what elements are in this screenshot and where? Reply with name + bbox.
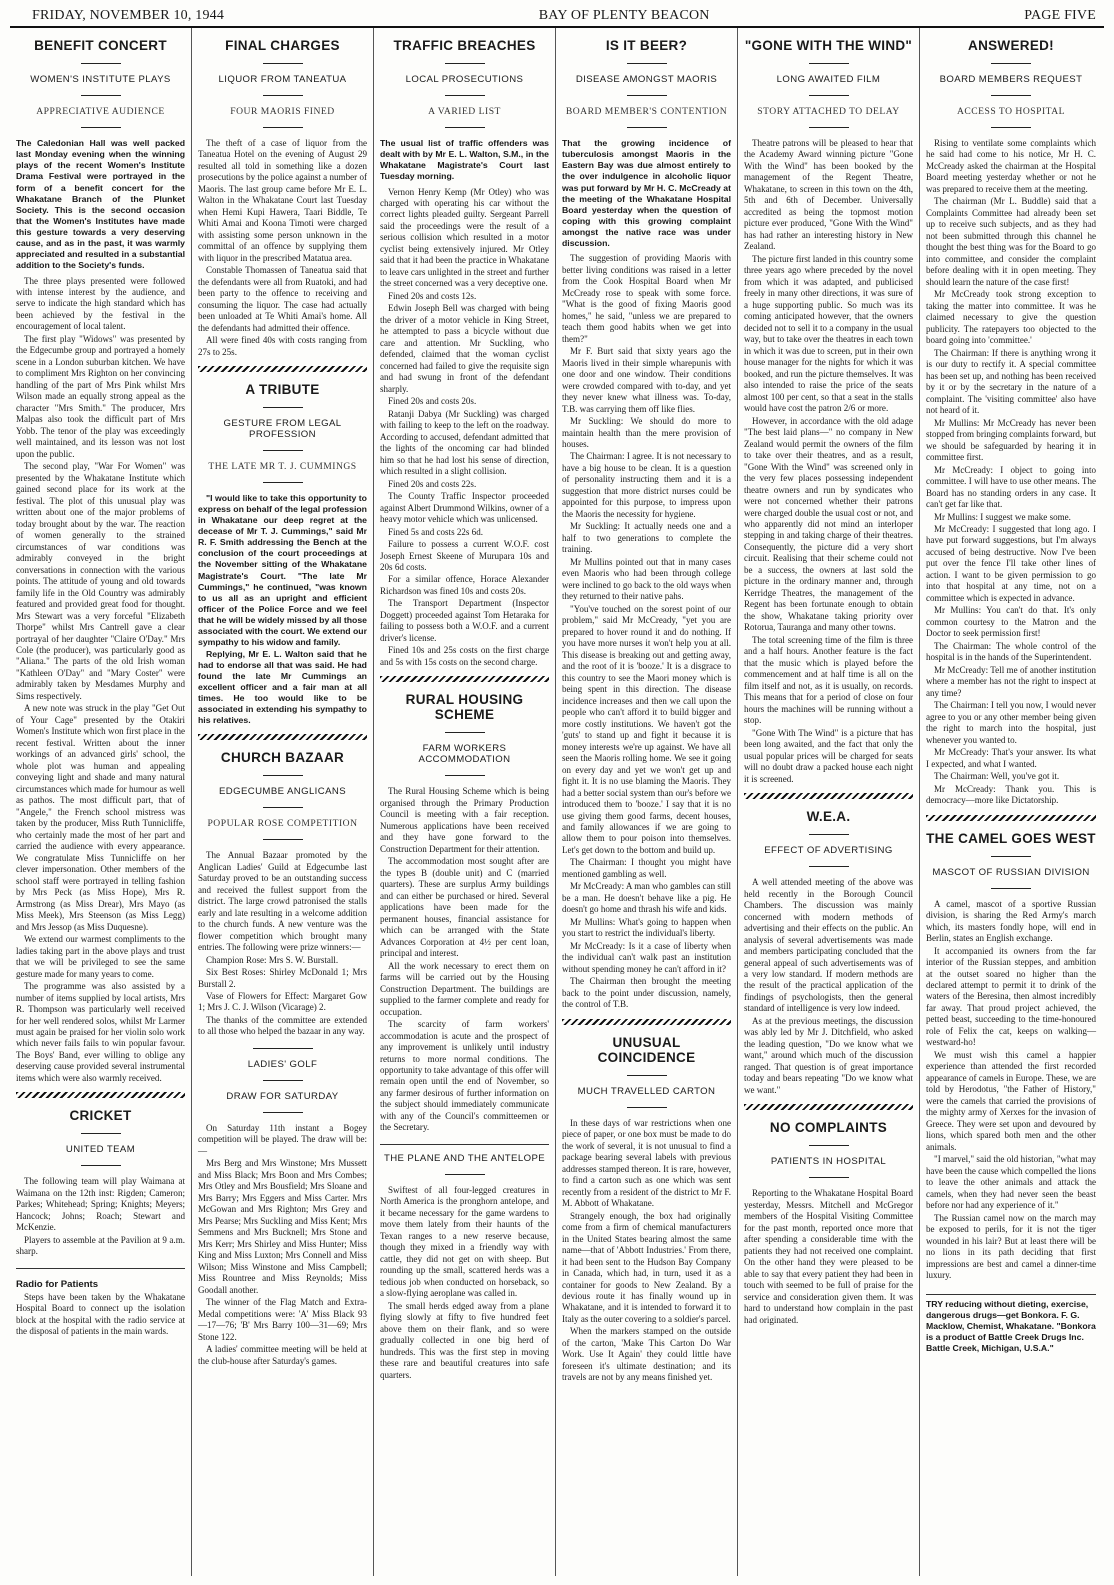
paragraph: In these days of war restrictions when one piece of paper, or one box must be made to do the work of several, it is not unusual to find a package bearing several labels with previous addresses stamped thereon. It is rare, however, to find a carton such as one which was sent recently from a resident of the district to Mr F. M. Abbott of Whakatane. xyxy=(562,1117,731,1209)
paragraph: We must wish this camel a happier experience than attended the first recorded appearance of camels in Europe. These, we are told by Herodotus, "the Father of History," were the camels that carried the provisions of the mighty army of Xerxes for the invasion of Greece. They were set upon and devoured by lions, which spared both men and the other animals. xyxy=(926,1049,1096,1152)
paragraph: The three plays presented were followed with intense interest by the audience, and serve to indicate the high standard which has been achieved by the festival in the encouragement of local talent. xyxy=(16,275,185,332)
paragraph: When the markers stamped on the outside of the carton, 'Make This Carton Do War Work. Use It Again' they could little have foreseen it's ultimate destination; and its travels are not by any means finished yet. xyxy=(562,1326,731,1383)
paragraph: The Chairman then brought the meeting back to the point under discussion, namely, the control of T.B. xyxy=(562,976,731,1010)
paragraph: The programme was also assisted by a number of items supplied by local artists, Mrs R. Thompson was particularly well received for her well rendered solos, whilst Mr Larmer must again be praised for her violin solo work which never fails fails to win popular favour. The Boys' Band, ever willing to oblige any deserving cause provided several instrumental items which were also warmly received. xyxy=(16,981,185,1083)
paragraph: Mr Suckling: We should do more to maintain health than the mere provision of houses. xyxy=(562,416,731,449)
article-subhead: EDGECUMBE ANGLICANS xyxy=(218,786,346,798)
article-subhead: WOMEN'S INSTITUTE PLAYS xyxy=(30,74,171,85)
article-subhead: DISEASE AMONGST MAORIS xyxy=(575,74,718,85)
article-headline: LADIES' GOLF xyxy=(247,1058,318,1070)
paragraph: On Saturday 11th instant a Bogey competition will be played. The draw will be:— xyxy=(198,1122,367,1156)
paragraph: The second play, "War For Women" was presented by the Whakatane Institute which gained second place for its work at the festival. The plot of this unusual play was written about one of the major problems of today brought about by the war. The reaction of women generally to the strained circumstances of war conditions was admirably conveyed in the bright conversations in connection with the various points. The attitude of young and old towards family life in the Old Country was admirably featured and provided great food for thought. Mrs Stewart was a very forceful "Elizabeth Thorpe" whilst Mrs Cantrell gave a clear portrayal of her daughter "Claire O'Day." Mrs Cole (the producer), was particularly good as "Aliana." The parts of the old Irish woman "Kathleen O'Day" and "Mary Coster" were admirably taken by Mesdames Murphy and Sims respectively. xyxy=(16,461,185,701)
article-subhead: EFFECT OF ADVERTISING xyxy=(764,845,893,857)
article-lead: The usual list of traffic offenders was dealt with by Mr E. L. Walton, S.M., in the Whakatane Magistrate's Court last Tuesday morning. xyxy=(380,138,549,182)
paragraph: As at the previous meetings, the discussion was ably led by Mr J. Ditchfield, who asked the leading question, "Do we know what we want," around which much of the discussion ranged. That question is of great importance today and bears repeating "Do we know what we want." xyxy=(744,1015,913,1095)
paragraph: Mr F. Burt said that sixty years ago the Maoris lived in their simple wharepunis with one door and one window. Their conditions were crowded compared with to-day, and yet they never knew what illness was. To-day, T.B. was carrying them off like flies. xyxy=(562,346,731,414)
paragraph: Theatre patrons will be pleased to hear that the Academy Award winning picture "Gone With the Wind" has been booked by the management of the Regent Theatre, Whakatane, to screen in this town on the 4th, 5th and 6th of December. Universally accredited as being the topmost motion picture ever produced, "Gone With the Wind" has had rather an interesting history in New Zealand. xyxy=(744,138,913,252)
masthead-page: PAGE FIVE xyxy=(1024,8,1096,23)
article-subhead: LOCAL PROSECUTIONS xyxy=(405,74,524,85)
paragraph: The theft of a case of liquor from the Taneatua Hotel on the evening of August 29 resulted all told in something like a dozen prosecutions by the police against a number of Maoris. The last group came before Mr E. L. Walton in the Whakatane Court last Tuesday when Hemi Kupi Hawera, Taari Biddle, Te Whiti Amai and Koona Timoti were charged with assisting some person unknown in the committal of an offence by supplying them with liquor in the prescribed Matatua area. xyxy=(198,138,367,263)
paragraph: The Annual Bazaar promoted by the Anglican Ladies' Guild at Edgecumbe last Saturday proved to be an outstanding success and received the fullest support from the district. The large crowd patronised the stalls early and late resulting in a welcome addition to the church funds. A new venture was the flower competition which brought many entries. The following were prize winners:— xyxy=(198,850,367,953)
paragraph: The accommodation most sought after are the types B (double unit) and C (married quarters). These are surplus Army buildings and can either be purchased or hired. Several applications have been made for the permanent houses, financial assistance for which can be arranged with the State Advances Corporation at 4½ per cent loan, principal and interest. xyxy=(380,856,549,959)
article-lead: That the growing incidence of tuberculosis amongst Maoris in the Eastern Bay was due almost entirely to the over indulgence in alcoholic liquor was put forward by Mr H. C. McCready at the meeting of the Whakatane Hospital Board yesterday when the question of coping with this growing complaint amongst the native race was under discussion. xyxy=(562,138,731,249)
article-subhead: BOARD MEMBERS REQUEST xyxy=(939,74,1083,85)
paragraph: Strangely enough, the box had originally come from a firm of chemical manufacturers in the United States bearing almost the same name—that of 'Abbott Industries.' From there, it had been sent to the Hudson Bay Company in Canada, which had, in turn, used it as a container for goods to New Zealand. By a devious route it has finally wound up in Whakatane, and it is intended to forward it to Italy as the outer covering to a soldier's parcel. xyxy=(562,1210,731,1324)
paragraph: "You've touched on the sorest point of our problem," said Mr McCready, "yet you are prepared to hover round it and do nothing. If you have more nurses it won't help you at all. This disease is breaking out and getting away, and the root of it is 'booze.' It is a disgrace to this country to see the Maori money which is being spent in this direction. The disease incidence increases and then we call upon the people who can't afford it to build bigger and more costly institutions. We haven't got the 'guts' to stand up and fight it because it is money interests we're up against. We have all seen the Maoris rolling home. We see it going on every day and yet we won't get up and fight it. It is no use blaming the Maoris. They had a better social system than our's before we introduced them to 'booze.' I say that it is no use giving them good farms, decent houses, and family allowances if we are going to allow them to pour poison into themselves. Let's get down to the bottom and build up. xyxy=(562,603,731,855)
paragraph: Mr McCready: That's your answer. Its what I expected, and what I wanted. xyxy=(926,747,1096,769)
article-subhead: STORY ATTACHED TO DELAY xyxy=(757,106,900,117)
paragraph: We extend our warmest compliments to the ladies taking part in the above plays and trust that we will be privileged to see the same gesture made for many years to come. xyxy=(16,934,185,979)
paragraph: The County Traffic Inspector proceeded against Albert Drummond Wilkins, owner of a heavy motor vehicle which was unlicensed. xyxy=(380,491,549,525)
article-subhead: BOARD MEMBER'S CONTENTION xyxy=(565,106,728,117)
paragraph: The scarcity of farm workers' accommodation is acute and the prospect of any improvement is unlikely until industry returns to more normal conditions. The opportunity to take advantage of this offer will remain open until the end of November, so any farmer desirous of further information on the subject should immediately communicate with any of the Council's committeemen or the Secretary. xyxy=(380,1019,549,1133)
masthead xyxy=(10,8,1104,28)
paragraph: Mr McCready: Thank you. This is democracy—more like Dictatorship. xyxy=(926,783,1096,806)
article-headline: CRICKET xyxy=(69,1108,132,1124)
article-headline: CHURCH BAZAAR xyxy=(220,750,345,766)
article-subhead: POPULAR ROSE COMPETITION xyxy=(207,818,358,830)
article-subhead: LONG AWAITED FILM xyxy=(776,74,881,85)
article-subhead: A VARIED LIST xyxy=(428,106,501,117)
paragraph: For a similar offence, Horace Alexander Richardson was fined 10s and costs 20s. xyxy=(380,574,549,596)
paragraph: A ladies' committee meeting will be held at the club-house after Saturday's games. xyxy=(198,1344,367,1366)
paragraph: "Gone With The Wind" is a picture that has been long awaited, and the fact that only the usual popular prices will be charged for seats will no doubt draw a packed house each night it is screened. xyxy=(744,727,913,784)
article-subhead: UNITED TEAM xyxy=(65,1144,136,1156)
paragraph: Mr Suckling: It actually needs one and a half to two generations to complete the training. xyxy=(562,521,731,555)
paragraph: Mr McCready: I suggested that long ago. I have put forward suggestions, but I'm always accused of being destructive. Now I've been put over the fence I'll take other lines of action. I want to be given permission to go into that hospital at any time, not on a committee which is expected in advance. xyxy=(926,523,1096,603)
article-headline: UNUSUAL COINCIDENCE xyxy=(597,1034,696,1065)
article-subhead: LIQUOR FROM TANEATUA xyxy=(218,74,347,85)
paragraph: Failure to possess a current W.O.F. cost Joseph Ernest Skeene of Murupara 10s and 20s 6d costs. xyxy=(380,539,549,572)
article-subhead: MASCOT OF RUSSIAN DIVISION xyxy=(932,866,1090,878)
paragraph: Mr Mullins: What's going to happen when you start to restrict the individual's liberty. xyxy=(562,916,731,939)
paragraph: Fined 10s and 25s costs on the first charge and 5s with 15s costs on the second charge. xyxy=(380,645,549,667)
paragraph: Reporting to the Whakatane Hospital Board yesterday, Messrs. Mitchell and McGregor members of the Hospital Visiting Committee for the past month, reported once more that after spending a considerable time with the patients they had not received one complaint. On the other hand they were pleased to be able to say that every patient they had been in touch with seemed to be full of praise for the service and consideration given them. It was hard to understand how complain in the past had originated. xyxy=(744,1188,913,1325)
paragraph: "I marvel," said the old historian, "what may have been the cause which compelled the lions to leave the other animals and attack the camels, when they had never seen the beast before nor had any experience of it." xyxy=(926,1154,1096,1211)
article-headline: ANSWERED! xyxy=(968,38,1054,53)
paragraph: The Rural Housing Scheme which is being organised through the Primary Production Council is meeting with a fair reception. Numerous applications have been received and they have gone forward to the Construction Department for their attention. xyxy=(380,786,549,854)
article-subhead: FOUR MAORIS FINED xyxy=(230,106,335,117)
paragraph: The Chairman: Well, you've got it. xyxy=(934,771,1060,782)
paragraph: The small herds edged away from a plane flying slowly at fifty to five hundred feet above them on their flank, and so were gradually collected in one big herd of hundreds. This was the first step in moving these rare and beautiful creatures into safe quarters. xyxy=(380,1300,549,1380)
paragraph: The Transport Department (Inspector Doggett) proceeded against Tom Hetaraka for failing to possess both a W.O.F. and a current driver's license. xyxy=(380,598,549,643)
paragraph: Champion Rose: Mrs S. W. Burstall. xyxy=(206,954,339,965)
paragraph: The thanks of the committee are extended to all those who helped the bazaar in any way. xyxy=(198,1014,367,1037)
paragraph: All were fined 40s with costs ranging from 27s to 25s. xyxy=(198,335,367,357)
paragraph: Rising to ventilate some complaints which he said had come to his notice, Mr H. C. McCready asked the chairman at the Hospital Board meeting yesterday whether or not he was prepared to receive them at the meeting. xyxy=(926,138,1096,194)
paragraph: Mr McCready: I object to going into committee. I will have to use other means. The Board has no standing orders in any case. It can't get far like that. xyxy=(926,464,1096,510)
paragraph: Fined 20s and costs 20s. xyxy=(388,396,477,407)
paragraph: Replying, Mr E. L. Walton said that he had to endorse all that was said. He had found the late Mr Cummings an excellent officer and a fair man at all times. He too would like to be associated in extending his sympathy to his relatives. xyxy=(198,648,367,726)
article-headline: Radio for Patients xyxy=(16,1278,99,1290)
article-subhead: APPRECIATIVE AUDIENCE xyxy=(36,106,165,117)
paragraph: Constable Thomassen of Taneatua said that the defendants were all from Ruatoki, and had been party to the offence to receiving and consuming the liquor. The case had actually been unloaded at Te Whiti Amai's home. All the defendants had admitted their offence. xyxy=(198,265,367,333)
paragraph: Mr McCready: Tell me of another institution where a member has not the right to inspect at any time? xyxy=(926,664,1096,698)
article-headline: "GONE WITH THE WIND" xyxy=(744,38,913,53)
paragraph: Six Best Roses: Shirley McDonald 1; Mrs Burstall 2. xyxy=(198,967,367,989)
paragraph: The Chairman: If there is anything wrong it is our duty to rectify it. A special committee has been set up, and nothing has been received by it or by the secretary in the nature of a complaint. The 'visiting committee' also have not heard of it. xyxy=(926,347,1096,416)
paragraph: Players to assemble at the Pavilion at 9 a.m. sharp. xyxy=(16,1234,185,1257)
article-headline: BENEFIT CONCERT xyxy=(34,38,167,53)
column-4 xyxy=(556,28,738,1576)
paragraph: The suggestion of providing Maoris with better living conditions was raised in a letter from the Cook Hospital Board when Mr McCready rose to speak with some force. "What is the good of fixing Maoris good homes," he said, "unless we are prepared to teach them good habits when we get into them?" xyxy=(562,253,731,344)
article-subhead: FARM WORKERS ACCOMMODATION xyxy=(418,743,511,766)
paragraph: The Chairman: I agree. It is not necessary to have a big house to be clean. It is a question of personality instructing them and it is a suggestion that more district nurses could be appointed for this purpose, to impress upon the Maoris the necessity for hygiene. xyxy=(562,451,731,519)
paragraph: The following team will play Waimana at Waimana on the 12th inst: Rigden; Cameron; Parkes; Whitehead; Spring; Knights; Meyers; Hancock; Johns; Roach; Stewart and McKenzie. xyxy=(16,1176,185,1233)
paragraph: The total screening time of the film is three and a half hours. Another feature is the fact that the music which is played before the commencement and at half time is all on the film itself and not, as it is usually, on records. This means that for a period of close on four hours the machines will be running without a stop. xyxy=(744,634,913,726)
paragraph: It accompanied its owners from the far interior of the Russian steppes, and ambition at the outset soared no higher than the declared attempt to permit it to drink of the waters of the Beresina, then almost incredibly far away. That proud project achieved, the petted beast, succeeding to the time-honoured role of Felix the cat, keeps on walking—westward-ho! xyxy=(926,945,1096,1048)
paragraph: The Chairman: I tell you now, I would never agree to you or any other member being given the right to march into the hospital, just whenever you wanted to. xyxy=(926,700,1096,745)
paragraph: Edwin Joseph Bell was charged with being the driver of a motor vehicle in King Street, he attempted to pass a bicycle without due care and attention. Mr Suckling, who defended, claimed that the woman cyclist concerned had failed to give the requisite sign and had swung in front of the defendant sharply. xyxy=(380,303,549,394)
article-headline: IS IT BEER? xyxy=(605,38,688,53)
columns xyxy=(10,28,1104,1576)
paragraph: A camel, mascot of a sportive Russian division, is sharing the Red Army's march which, its masters fondly hope, will end in Berlin, states an English exchange. xyxy=(926,898,1096,944)
article-headline: W.E.A. xyxy=(806,809,851,825)
article-subhead: PATIENTS IN HOSPITAL xyxy=(770,1156,887,1168)
column-3 xyxy=(374,28,556,1576)
paragraph: However, in accordance with the old adage "The best laid plans—" no company in New Zealand would permit the owners of the film to take over their theatres, and as a result, "Gone With the Wind" was screened only in the very few places possessing independent theatre owners and run by syndicates who were not concerned whether their patrons were charged double the usual cost or not, and who apparently did not mind an interloper stepping in and taking charge of their theatres. Consequently, the picture did a very short circuit. Realising that their scheme could not be a success, the owners at last sold the picture in the ordinary manner and, through Kerridge Theatres, the management of the Regent has been fortunate enough to obtain the show, Whakatane taking priority over Rotorua, Tauranga and many other towns. xyxy=(744,415,913,633)
paragraph: Mr Mullins: Mr McCready has never been stopped from bringing complaints forward, but we should be safeguarded by hearing it in committee first. xyxy=(926,417,1096,463)
paragraph: A well attended meeting of the above was held recently in the Borough Council Chambers. The discussion was mainly concerned with modern methods of advertising and their effects on the public. An analysis of several advertisements was made and members participating concluded that the general appeal of such advertisements was of a very low standard. If modern methods are the result of the practical application of the findings of psychologists, then the general standard of intelligence is very low indeed. xyxy=(744,877,913,1014)
paragraph: A new note was struck in the play "Get Out of Your Cage" presented by the Otakiri Women's Institute which won first place in the recent festival. Written about the inner workings of an advanced girls' school, the whole plot was human and appealing conveying light and shade and many natural circumstances which made for humour as well as pathos. The most difficult part, that of "Angele," the French school mistress was taken by the producer, Miss Ruth Tunnicliffe, who certainly made the most of her part and carried the audience with every appearance. We congratulate Miss Tunnicliffe on her clever impersonation. Other members of the school staff were portrayed in telling fashion by Mrs Peck (as Miss Hope), Mrs R. Armstrong (as Miss Drear), Mrs Mayo (as Miss Meek), Mrs Steenson (as Miss Legg) and Mrs Jessop (as Miss Duquesne). xyxy=(16,703,185,932)
advertisement: TRY reducing without dieting, exercise, dangerous drugs—get Bonkora. F. G. Macklow, Chemist, Whakatane. "Bonkora is a product of Battle Creek Drugs Inc. Battle Creek, Michigan, U.S.A." xyxy=(926,1294,1096,1355)
article-headline: TRAFFIC BREACHES xyxy=(393,38,536,53)
article-subhead: THE LATE MR T. J. CUMMINGS xyxy=(208,461,357,473)
paragraph: Fined 5s and costs 22s 6d. xyxy=(388,526,483,537)
article-subhead: GESTURE FROM LEGAL PROFESSION xyxy=(223,418,342,441)
paragraph: The Chairman: The whole control of the hospital is in the hands of the Superintendent. xyxy=(926,640,1096,663)
paragraph: Mrs Berg and Mrs Winstone; Mrs Mussett and Miss Black; Mrs Boon and Mrs Combes; Mrs Otley and Mrs Bousfield; Mrs Sloane and Mrs Barry; Mrs Eggers and Miss Carter. Mrs McGowan and Mrs Righton; Mrs Grey and Mrs Pearse; Mrs Suckling and Miss Kent; Mrs Semmens and Mrs Bucknell; Mrs Stone and Mrs Kerr; Mrs Shirley and Miss Hunter; Miss King and Miss Luxton; Mrs Connell and Miss Wilson; Miss Winstone and Miss Campbell; Miss Rountree and Miss Reynolds; Miss Goodall another. xyxy=(198,1158,367,1295)
paragraph: Vase of Flowers for Effect: Margaret Gow 1; Mrs J. C. J. Wilson (Vicarage) 2. xyxy=(198,991,367,1013)
article-headline: RURAL HOUSING SCHEME xyxy=(405,692,524,723)
paragraph: The picture first landed in this country some three years ago where preceded by the novel from which it was adapted, and publicised freely in many other directions, it was sure of a huge supporting public. So much was its coming anticipated however, that the owners decided not to sell it to a company in the usual way, but to take over the theatres in each town in which it was due to screen, put in their own house manager for the nights for which it was booked, and run the picture themselves. It was also intended to raise the price of the seats almost 100 per cent, so that a seat in the stalls would have cost the patron 2/6 or more. xyxy=(744,253,913,414)
paragraph: The Russian camel now on the march may be exposed to perils, for it is not the tiger wounded in his lair? But at least there will be no lions in its path deciding that first impressions are best and camel a dinner-time luxury. xyxy=(926,1212,1096,1281)
paragraph: The winner of the Flag Match and Extra-Medal competitions were: 'A' Miss Black 93—17—76; 'B' Mrs Barry 100—31—69; Mrs Stone 122. xyxy=(198,1297,367,1342)
column-1 xyxy=(10,28,192,1576)
article-subhead: ACCESS TO HOSPITAL xyxy=(956,106,1066,117)
article-lead: The Caledonian Hall was well packed last Monday evening when the winning plays of the recent Women's Institute Drama Festival were portrayed in the form of a benefit concert for the Whakatane Branch of the Plunket Society. This is the second occasion that the Women's Institutes have made this gesture towards a very deserving cause, and as in the past, it was warmly appreciated and resulted in a substantial addition to the Society's funds. xyxy=(16,138,185,271)
paragraph: Fined 20s and costs 12s. xyxy=(388,290,477,301)
paragraph: All the work necessary to erect them on farms will be carried out by the Housing Construction Department. The buildings are supplied to the farmer complete and ready for occupation. xyxy=(380,960,549,1017)
article-headline: A TRIBUTE xyxy=(245,382,320,398)
paragraph: Mr Mullins pointed out that in many cases even Maoris who had been through college were inclined to go back to the old ways when they returned to their native pahs. xyxy=(562,556,731,602)
article-headline: THE CAMEL GOES WEST xyxy=(926,830,1096,846)
column-6 xyxy=(920,28,1102,1576)
article-headline: THE PLANE AND THE ANTELOPE xyxy=(383,1152,546,1164)
paragraph: Steps have been taken by the Whakatane Hospital Board to connect up the isolation block at the hospital with the radio service at the disposal of patients in the main wards. xyxy=(16,1291,185,1337)
article-subhead: MUCH TRAVELLED CARTON xyxy=(577,1085,716,1097)
article-headline: NO COMPLAINTS xyxy=(769,1120,888,1136)
article-headline: FINAL CHARGES xyxy=(225,38,340,53)
paragraph: "I would like to take this opportunity to express on behalf of the legal profession in Whakatane our deep regret at the decease of Mr T. J. Cummings," said Mr R. F. Smith addressing the Bench at the conclusion of the court proceedings at the November sitting of the Whakatane Magistrate's Court. "The late Mr Cummings," he continued, "was known to us all as an upright and efficient officer of the Police Force and we feel that he will be widely missed by all those associated with the court. We extend our sympathy to his widow and family. xyxy=(198,493,367,647)
paragraph: The first play "Widows" was presented by the Edgecumbe group and portrayed a homely scene in a London suburban kitchen. We have to compliment Mrs Righton on her convincing handling of the part of Mrs Pink whilst Mrs Wilson made an equally strong appeal as the character "Mrs Smith." The producer, Mrs Malpas also took the difficult part of Mrs Yobb. The tenor of the play was exceedingly well maintained, and its lesson was not lost upon the public. xyxy=(16,333,185,459)
paragraph: Ratanji Dabya (Mr Suckling) was charged with failing to keep to the left on the roadway. According to accused, defendant admitted that the lights of the oncoming car had blinded him so that he had lost his sense of direction, which resulted in a slight collision. xyxy=(380,408,549,477)
paragraph: Mr McCready took strong exception to taking the matter into committee. It was he claimed necessary to give the question publicity. The ratepayers too objected to the board going into 'committee.' xyxy=(926,289,1096,346)
paragraph: Vernon Henry Kemp (Mr Otley) who was charged with operating his car without the correct lights pleaded guilty. Sergeant Parrell said the proceedings were the result of a serious collision which resulted in a motor cyclist being extensively injured. Mr Otley said that it had been the practice in Whakatane to leave cars unlighted in the street and further the street concerned was a very deceptive one. xyxy=(380,186,549,289)
paragraph: Mr Mullins: You can't do that. It's only common courtesy to the Matron and the Doctor to seek permission first! xyxy=(926,605,1096,639)
paragraph: The chairman (Mr L. Buddle) said that a Complaints Committee had already been set up to receive such subjects, and as they had not been submitted through this channel he thought the best thing was for the Board to go into committee, and consider the complaint before dealing with it in open meeting. They should learn the nature of the case first! xyxy=(926,196,1096,287)
column-2 xyxy=(192,28,374,1576)
article-subhead: DRAW FOR SATURDAY xyxy=(226,1090,339,1102)
column-5 xyxy=(738,28,920,1576)
paragraph: Mr McCready: Is it a case of liberty when the individual can't walk past an institution without spending money he can't afford in it? xyxy=(562,940,731,974)
paragraph: Mr Mullins: I suggest we make some. xyxy=(934,511,1071,522)
paragraph: Fined 20s and costs 22s. xyxy=(388,478,477,489)
masthead-date: FRIDAY, NOVEMBER 10, 1944 xyxy=(32,8,225,23)
paragraph: Swiftest of all four-legged creatures in North America is the pronghorn antelope, and it became necessary for the game wardens to move them lately from their haunts of the Texan ranges to a new reserve because, though they mixed in a friendly way with cattle, they did not get on with sheep. But rounding up the small, scattered herds was a tedious job when conducted on horseback, so a slow-flying aeroplane was called in. xyxy=(380,1184,549,1299)
masthead-title: BAY OF PLENTY BEACON xyxy=(538,8,710,23)
paragraph: The Chairman: I thought you might have mentioned gambling as well. xyxy=(562,857,731,879)
paragraph: Mr McCready: A man who gambles can still be a man. He doesn't behave like a pig. He doesn't go home and thrash his wife and kids. xyxy=(562,881,731,915)
